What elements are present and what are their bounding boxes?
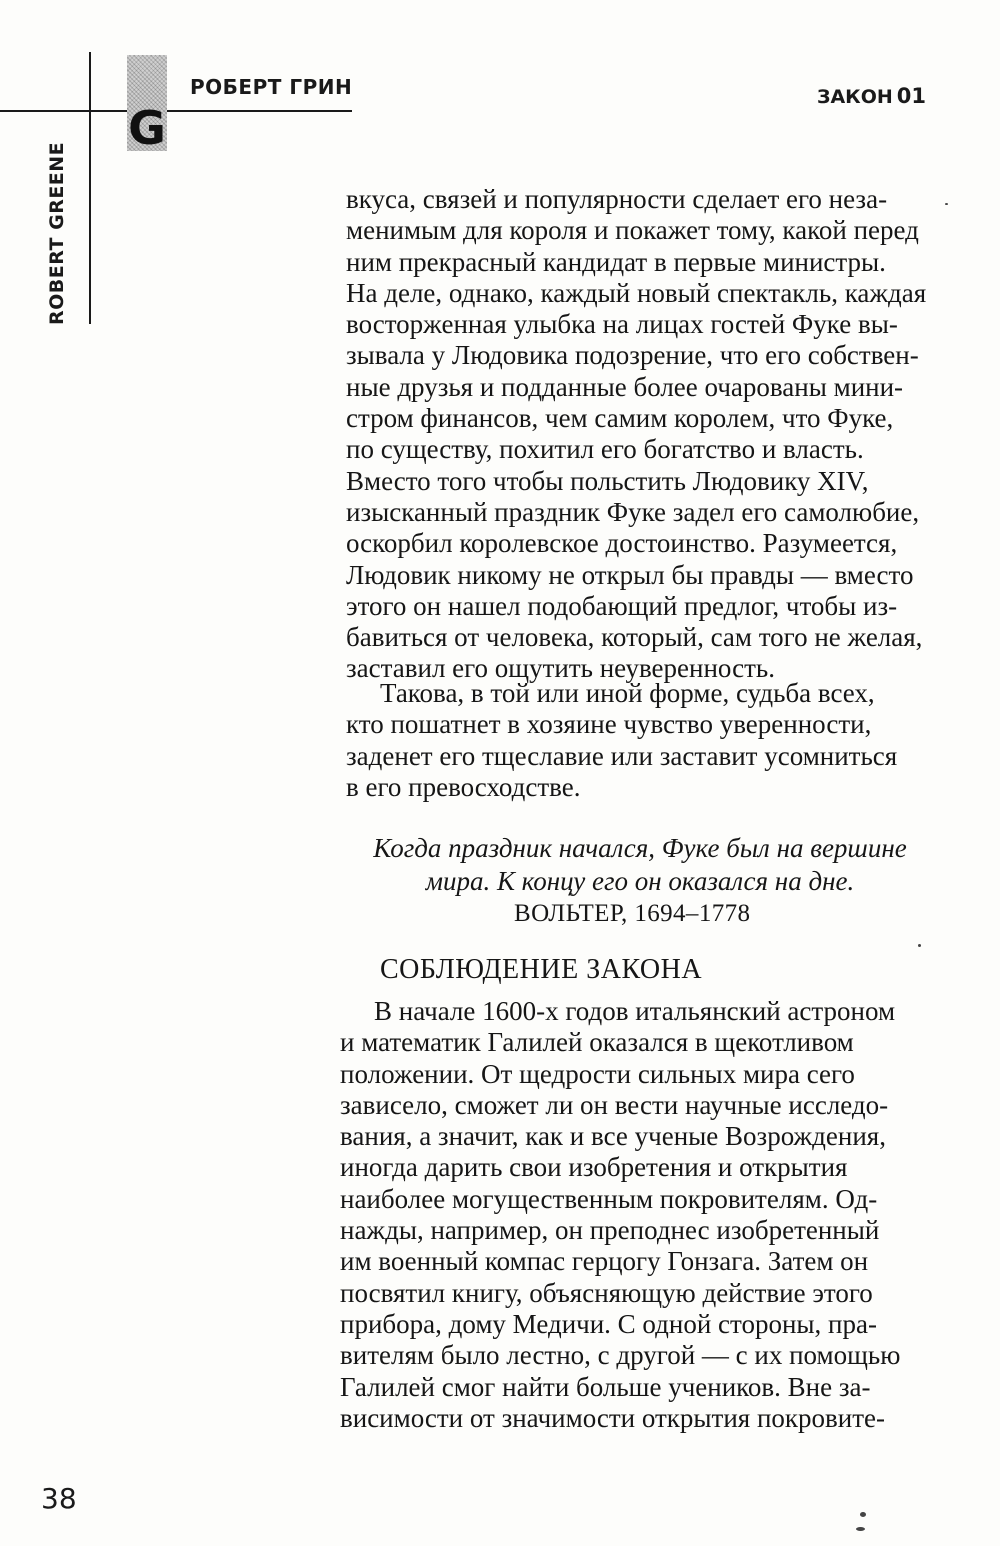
emblem-letter: G [128,101,166,155]
scan-speck [856,1527,865,1531]
header-rule [0,110,352,112]
quote-line: мира. К концу его он оказался на дне. [425,866,855,896]
text-line: восторженная улыбка на лицах гостей Фуке вы- [346,309,898,340]
text-line: прибора, дому Медичи. С одной стороны, пра- [340,1308,877,1339]
text-line: На деле, однако, каждый новый спектакль, каждая [346,277,927,308]
text-line: Людовик никому не открыл бы правды — вместо [346,559,914,590]
paragraph-3 [340,996,920,1434]
text-line: в его превосходстве. [346,771,581,802]
text-line: оскорбил королевское достоинство. Разумеется, [346,528,898,559]
quote-attribution: ВОЛЬТЕР, 1694–1778 [514,900,751,927]
text-line: и математик Галилей оказался в щекотливом [340,1027,854,1058]
text-line: заденет его тщеславие или заставит усомниться [346,740,898,771]
text-line: висимости от значимости открытия покровите- [340,1402,886,1433]
text-line: вания, а значит, как и все ученые Возрождения, [340,1121,886,1152]
section-heading: СОБЛЮДЕНИЕ ЗАКОНА [380,954,703,985]
text-line: изысканный праздник Фуке задел его самолюбие, [346,496,920,527]
text-line: менимым для короля и покажет тому, какой перед [346,215,919,246]
scan-speck [860,1512,866,1517]
running-head-author: РОБЕРТ ГРИН [190,75,353,99]
text-line: вкуса, связей и популярности сделает его неза- [346,184,888,214]
text-line: положении. От щедрости сильных мира сего [340,1058,855,1089]
text-line: стром финансов, чем самим королем, что Фуке, [346,403,894,434]
text-line: им военный компас герцогу Гонзага. Затем он [340,1246,869,1277]
paragraph-1 [346,184,926,685]
text-line: В начале 1600-х годов итальянский астроном [374,996,896,1026]
text-line: Галилей смог найти больше учеников. Вне за- [340,1371,871,1402]
running-head-law [817,84,926,108]
law-label: ЗАКОН [816,86,893,108]
epigraph-quote [340,832,940,898]
scan-speck [918,944,921,947]
margin-rule [89,52,91,324]
text-line: ные друзья и подданные более очарованы мини- [346,371,904,402]
page-number: 38 [41,1482,77,1515]
text-line: по существу, похитил его богатство и власть. [346,434,864,465]
text-line: вителям было лестно, с другой — с их помощью [340,1340,901,1371]
text-line: Такова, в той или иной форме, судьба всех, [380,678,875,708]
scan-speck [945,203,948,205]
text-line: посвятил книгу, объясняющую действие этого [340,1277,873,1308]
text-line: зывала у Людовика подозрение, что его собствен- [346,340,919,371]
logo-emblem [127,55,167,155]
quote-line: Когда праздник начался, Фуке был на вершине [373,833,907,863]
text-line: этого он нашел подобающий предлог, чтобы из- [346,590,898,621]
law-number: 01 [896,84,926,108]
paragraph-2 [346,678,926,803]
text-line: кто пошатнет в хозяине чувство уверенности, [346,709,872,740]
text-line: зависело, сможет ли он вести научные исследо- [340,1089,889,1120]
spine-author: ROBERT GREENE [46,141,68,325]
text-line: бавиться от человека, который, сам того не желая, [346,622,923,653]
text-line: нажды, например, он преподнес изобретенный [340,1215,880,1246]
text-line: иногда дарить свои изобретения и открытия [340,1152,848,1183]
text-line: заставил его ощутить неуверенность. [346,653,775,684]
text-line: Вместо того чтобы польстить Людовику XIV, [346,465,869,496]
text-line: наиболее могущественным покровителям. Од- [340,1183,878,1214]
text-line: ним прекрасный кандидат в первые министры. [346,246,886,277]
